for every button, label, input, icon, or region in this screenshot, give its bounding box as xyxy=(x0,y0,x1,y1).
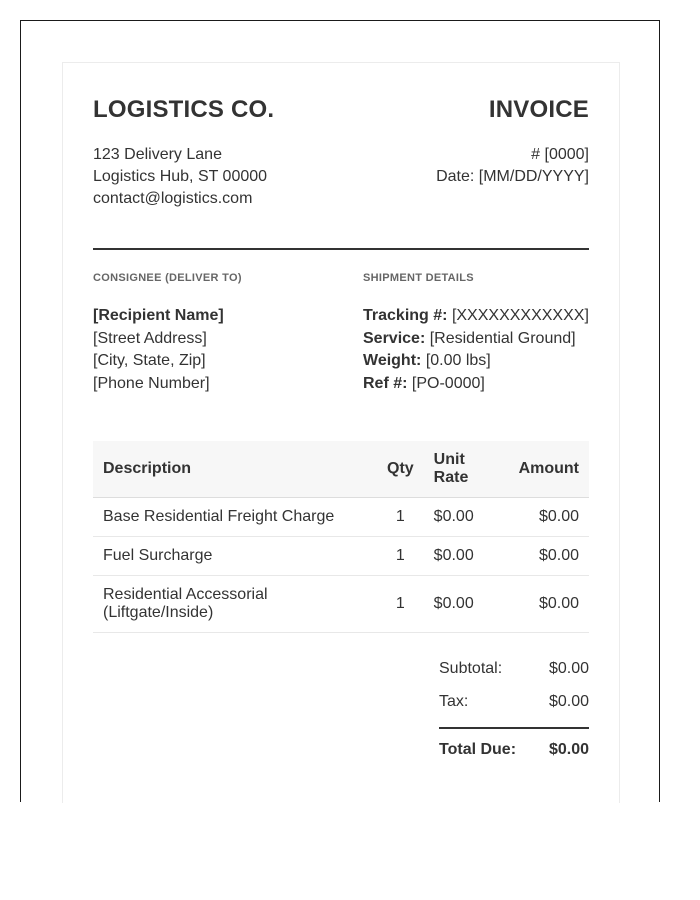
tax-label: Tax: xyxy=(439,693,469,710)
subtotal-value: $0.00 xyxy=(548,660,589,677)
invoice-content xyxy=(93,63,589,766)
company-block xyxy=(93,96,274,210)
header-unit-rate: Unit Rate xyxy=(424,441,502,498)
invoice-date: Date: [MM/DD/YYYY] xyxy=(436,168,589,185)
company-address-line1: 123 Delivery Lane xyxy=(93,146,222,163)
total-due-label: Total Due: xyxy=(439,741,517,758)
service-label: Service: xyxy=(363,329,426,347)
row-unit-rate: $0.00 xyxy=(424,498,502,537)
row-qty: 1 xyxy=(377,576,424,633)
table-row xyxy=(93,576,589,633)
row-amount: $0.00 xyxy=(502,576,589,633)
recipient-city: [City, State, Zip] xyxy=(93,352,206,369)
header-qty: Qty xyxy=(377,441,424,498)
company-address-line2: Logistics Hub, ST 00000 xyxy=(93,168,268,185)
ref-label: Ref #: xyxy=(363,374,408,392)
subtotal-label: Subtotal: xyxy=(439,660,503,677)
invoice-meta xyxy=(436,144,589,188)
company-address xyxy=(93,144,274,210)
row-unit-rate: $0.00 xyxy=(424,537,502,576)
row-qty: 1 xyxy=(377,498,424,537)
service-value: [Residential Ground] xyxy=(429,329,576,347)
ref-line xyxy=(363,373,589,396)
shipment-details xyxy=(363,305,589,395)
totals-block xyxy=(439,652,589,766)
total-due-row xyxy=(439,733,589,766)
row-unit-rate: $0.00 xyxy=(424,576,502,633)
invoice-meta-block xyxy=(436,96,589,188)
invoice-title: INVOICE xyxy=(488,96,589,123)
tracking-value: [XXXXXXXXXXXX] xyxy=(451,307,589,324)
info-section xyxy=(93,271,589,395)
service-line xyxy=(363,328,589,351)
ref-value: [PO-0000] xyxy=(411,374,485,392)
tracking-label: Tracking #: xyxy=(363,307,448,324)
shipment-block xyxy=(363,271,589,395)
row-amount: $0.00 xyxy=(502,537,589,576)
header-divider xyxy=(93,248,589,250)
invoice-header xyxy=(93,63,589,210)
recipient-phone: [Phone Number] xyxy=(93,374,210,392)
weight-line xyxy=(363,350,589,373)
shipment-label: SHIPMENT DETAILS xyxy=(363,272,474,284)
table-header-row xyxy=(93,441,589,498)
company-name: LOGISTICS CO. xyxy=(93,96,275,123)
weight-value: [0.00 lbs] xyxy=(425,352,491,369)
recipient-street: [Street Address] xyxy=(93,329,207,347)
row-amount: $0.00 xyxy=(502,498,589,537)
totals-divider xyxy=(439,727,589,729)
table-body xyxy=(93,498,589,633)
row-qty: 1 xyxy=(377,537,424,576)
consignee-details xyxy=(93,305,363,395)
row-description: Base Residential Freight Charge xyxy=(93,498,377,537)
row-description: Fuel Surcharge xyxy=(93,537,377,576)
line-items-table xyxy=(93,441,589,633)
page-frame xyxy=(20,20,660,802)
tax-value: $0.00 xyxy=(548,693,589,710)
table-header xyxy=(93,441,589,498)
table-row xyxy=(93,498,589,537)
row-description: Residential Accessorial (Liftgate/Inside) xyxy=(93,576,377,633)
invoice-document xyxy=(62,62,620,803)
consignee-block xyxy=(93,271,363,395)
recipient-name: [Recipient Name] xyxy=(93,307,224,324)
tax-row xyxy=(439,685,589,718)
subtotal-row xyxy=(439,652,589,685)
header-amount: Amount xyxy=(502,441,589,498)
consignee-label: CONSIGNEE (DELIVER TO) xyxy=(93,272,242,284)
company-email: contact@logistics.com xyxy=(93,190,253,207)
invoice-number: # [0000] xyxy=(531,146,589,163)
table-row xyxy=(93,537,589,576)
weight-label: Weight: xyxy=(363,352,422,369)
header-description: Description xyxy=(93,441,377,498)
tracking-line xyxy=(363,305,589,328)
total-due-value: $0.00 xyxy=(548,741,589,758)
